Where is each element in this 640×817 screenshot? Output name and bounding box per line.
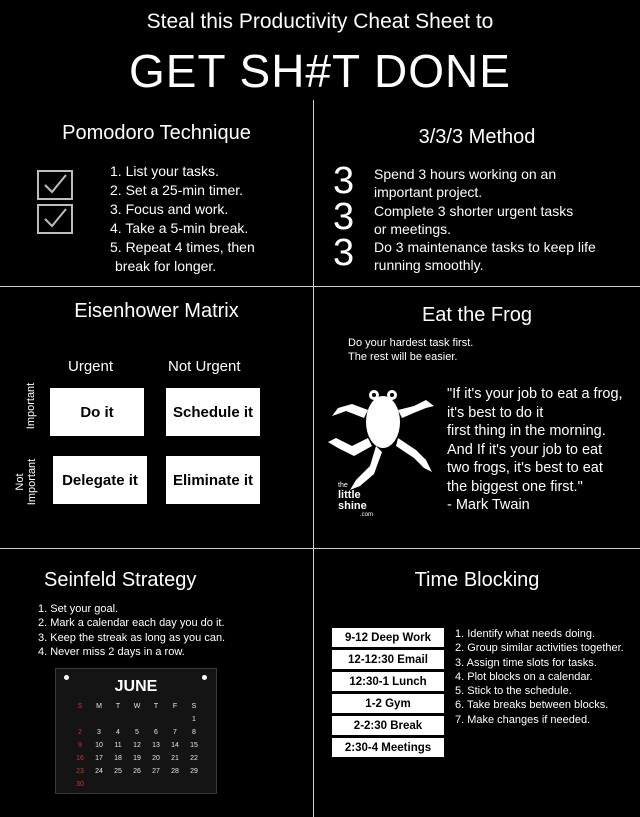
calendar-day: 19 bbox=[133, 755, 141, 762]
big-three: 3 bbox=[333, 232, 355, 274]
pomodoro-steps bbox=[110, 162, 255, 276]
list-item: 1. List your tasks. bbox=[110, 163, 219, 179]
vertical-divider bbox=[313, 100, 314, 817]
time-block: 9-12 Deep Work bbox=[332, 628, 444, 647]
calendar-month: JUNE bbox=[114, 678, 158, 695]
quote-line: two frogs, it's best to eat bbox=[447, 460, 603, 476]
logo-text: the bbox=[338, 482, 348, 489]
col-label-urgent: Urgent bbox=[68, 358, 114, 375]
method333-item-3 bbox=[374, 238, 596, 274]
logo-text: little bbox=[338, 489, 361, 501]
list-item: 3. Assign time slots for tasks. bbox=[455, 656, 597, 669]
time-block: 12:30-1 Lunch bbox=[332, 672, 444, 691]
seinfeld-steps bbox=[38, 602, 225, 659]
calendar-day: 3 bbox=[97, 729, 101, 736]
calendar-day: 9 bbox=[78, 742, 82, 749]
calendar-day: 21 bbox=[171, 755, 179, 762]
calendar-weekday: W bbox=[133, 703, 141, 710]
calendar-day: 20 bbox=[152, 755, 160, 762]
do-it-box: Do it bbox=[50, 388, 144, 436]
calendar-weekday: T bbox=[115, 703, 121, 710]
header-subtitle: Steal this Productivity Cheat Sheet to bbox=[146, 10, 494, 33]
calendar-weekday: S bbox=[191, 703, 197, 710]
calendar-day: 6 bbox=[154, 729, 158, 736]
list-item: 2. Set a 25-min timer. bbox=[110, 182, 244, 198]
list-item: 3. Focus and work. bbox=[110, 201, 229, 217]
calendar-day: 5 bbox=[135, 729, 139, 736]
calendar-weekday: M bbox=[96, 703, 102, 710]
list-item: 5. Repeat 4 times, then bbox=[110, 239, 255, 255]
littleshine-logo bbox=[338, 482, 373, 519]
list-item: 5. Stick to the schedule. bbox=[455, 685, 572, 698]
pomodoro-title: Pomodoro Technique bbox=[62, 122, 251, 144]
method333-item-2 bbox=[374, 202, 573, 238]
calendar-weekday: F bbox=[172, 703, 178, 710]
calendar-day: 4 bbox=[116, 729, 120, 736]
timeblocking-steps bbox=[455, 627, 624, 727]
calendar-day: 2 bbox=[78, 729, 82, 736]
calendar-day: 27 bbox=[152, 768, 160, 775]
method333-title: 3/3/3 Method bbox=[418, 126, 536, 148]
horizontal-divider-1 bbox=[0, 286, 640, 287]
calendar-day: 17 bbox=[95, 755, 103, 762]
calendar-day: 22 bbox=[190, 755, 198, 762]
frog-quote bbox=[447, 385, 623, 515]
time-block: 1-2 Gym bbox=[332, 694, 444, 713]
line: Do 3 maintenance tasks to keep life bbox=[374, 239, 596, 255]
timeblocking-title: Time Blocking bbox=[414, 569, 540, 591]
quote-line: And If it's your job to eat bbox=[447, 441, 603, 458]
big-three: 3 bbox=[333, 196, 355, 238]
calendar-day: 15 bbox=[190, 742, 198, 749]
calendar-day: 26 bbox=[133, 768, 141, 775]
list-item: 2. Mark a calendar each day you do it. bbox=[38, 617, 225, 630]
frog-intro bbox=[348, 336, 473, 364]
list-item: 4. Take a 5-min break. bbox=[110, 220, 249, 236]
list-item: 1. Set your goal. bbox=[38, 603, 119, 615]
delegate-it-box: Delegate it bbox=[53, 456, 147, 504]
horizontal-divider-2 bbox=[0, 548, 640, 549]
quote-line: the biggest one first." bbox=[447, 478, 583, 495]
line: running smoothly. bbox=[374, 257, 484, 273]
calendar-day: 13 bbox=[152, 742, 160, 749]
calendar-day: 14 bbox=[171, 742, 179, 749]
calendar-day: 30 bbox=[76, 781, 84, 788]
line: Not bbox=[14, 473, 26, 491]
list-item: 2. Group similar activities together. bbox=[455, 642, 624, 655]
line: Spend 3 hours working on an bbox=[374, 166, 557, 182]
list-item: break for longer. bbox=[115, 258, 217, 274]
calendar bbox=[55, 668, 217, 794]
calendar-day: 18 bbox=[114, 755, 122, 762]
calendar-day: 11 bbox=[114, 742, 122, 749]
seinfeld-title: Seinfeld Strategy bbox=[44, 569, 197, 591]
quote-author: - Mark Twain bbox=[447, 497, 530, 513]
calendar-day: 12 bbox=[133, 742, 141, 749]
list-item: 3. Keep the streak as long as you can. bbox=[38, 631, 226, 644]
big-three: 3 bbox=[333, 160, 355, 202]
time-block: 2:30-4 Meetings bbox=[332, 738, 444, 757]
time-block: 2-2:30 Break bbox=[332, 716, 444, 735]
list-item: 4. Plot blocks on a calendar. bbox=[455, 670, 593, 683]
logo-text: .com bbox=[360, 512, 374, 518]
checkbox-icon bbox=[37, 204, 73, 234]
calendar-day: 8 bbox=[192, 729, 196, 736]
calendar-day: 7 bbox=[173, 729, 177, 736]
calendar-weekday: T bbox=[153, 703, 159, 710]
quote-line: "If it's your job to eat a frog, bbox=[447, 386, 623, 402]
time-block: 12-12:30 Email bbox=[332, 650, 444, 669]
calendar-day: 16 bbox=[76, 755, 84, 762]
calendar-day: 23 bbox=[76, 768, 84, 775]
page-title: GET SH#T DONE bbox=[129, 45, 511, 97]
calendar-day: 24 bbox=[95, 768, 103, 775]
line: Important bbox=[26, 458, 38, 506]
quote-line: first thing in the morning. bbox=[447, 423, 606, 439]
calendar-day: 25 bbox=[114, 768, 122, 775]
line: or meetings. bbox=[374, 221, 452, 237]
line: The rest will be easier. bbox=[348, 351, 458, 363]
list-item: 7. Make changes if needed. bbox=[455, 713, 591, 726]
line: Do your hardest task first. bbox=[348, 337, 474, 349]
calendar-day: 28 bbox=[171, 768, 179, 775]
calendar-weekday: S bbox=[77, 703, 83, 710]
quote-line: it's best to do it bbox=[447, 404, 544, 421]
eliminate-it-box: Eliminate it bbox=[166, 456, 260, 504]
line: Complete 3 shorter urgent tasks bbox=[374, 203, 574, 219]
row-label-important: Important bbox=[25, 382, 37, 430]
calendar-day: 10 bbox=[95, 742, 103, 749]
list-item: 6. Take breaks between blocks. bbox=[455, 699, 609, 712]
schedule-it-box: Schedule it bbox=[166, 388, 260, 436]
list-item: 4. Never miss 2 days in a row. bbox=[38, 645, 185, 658]
row-label-not-important bbox=[14, 452, 38, 512]
line: important project. bbox=[374, 184, 483, 200]
col-label-not-urgent: Not Urgent bbox=[168, 358, 241, 375]
checkbox-icon bbox=[37, 170, 73, 200]
calendar-day: 1 bbox=[192, 716, 196, 723]
frog-title: Eat the Frog bbox=[421, 304, 533, 326]
eisenhower-title: Eisenhower Matrix bbox=[74, 300, 239, 322]
method333-item-1 bbox=[374, 165, 556, 201]
list-item: 1. Identify what needs doing. bbox=[455, 628, 596, 640]
logo-text: shine bbox=[338, 500, 367, 512]
calendar-day: 29 bbox=[190, 768, 198, 775]
